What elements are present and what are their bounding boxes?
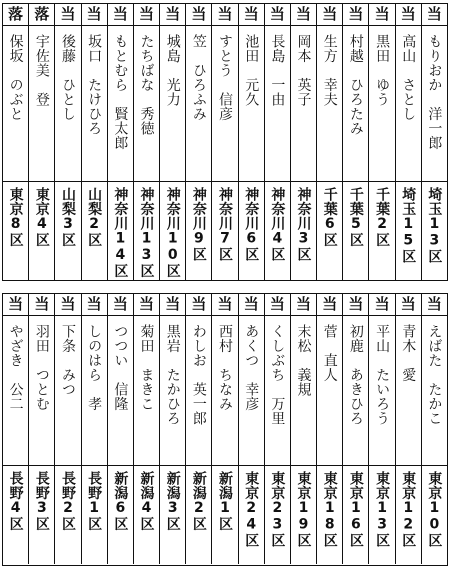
district-cell <box>159 182 185 280</box>
district-cell <box>368 182 394 280</box>
candidate-name: 宇佐美 登 <box>33 34 50 107</box>
name-row <box>3 26 447 182</box>
results-table-top <box>2 3 448 281</box>
result-mark: 当 <box>60 5 76 23</box>
district-label: 新潟6区 <box>112 471 129 531</box>
district-cell <box>264 466 290 564</box>
district-label: 神奈川9区 <box>190 187 207 262</box>
candidate-name-cell <box>28 316 54 465</box>
candidate-name: たちばな 秀徳 <box>138 34 155 136</box>
candidate-name-cell <box>264 26 290 181</box>
result-mark: 当 <box>34 295 50 313</box>
candidate-name: 笠 ひろふみ <box>190 34 207 121</box>
candidate-name-cell <box>107 316 133 465</box>
result-mark-cell <box>159 4 185 25</box>
result-mark-cell <box>264 294 290 315</box>
candidate-name: もとむら 賢太郎 <box>112 34 129 150</box>
result-mark-cell <box>290 294 316 315</box>
candidate-name: 村越 ひろたみ <box>347 34 364 136</box>
district-row <box>3 182 447 280</box>
result-mark: 当 <box>296 295 312 313</box>
candidate-name-cell <box>185 26 211 181</box>
candidate-name: しのはら 孝 <box>86 324 103 411</box>
result-mark-cell <box>316 4 342 25</box>
result-mark-cell <box>395 4 421 25</box>
candidate-name: 西村 ちなみ <box>217 324 234 411</box>
result-mark: 当 <box>112 5 128 23</box>
district-cell <box>133 182 159 280</box>
candidate-name: 後藤 ひとし <box>60 34 76 121</box>
district-label: 埼玉15区 <box>400 187 417 264</box>
candidate-name-cell <box>264 316 290 465</box>
result-mark-cell <box>368 4 394 25</box>
district-label: 新潟1区 <box>217 471 234 531</box>
result-mark-cell <box>107 4 133 25</box>
result-mark: 当 <box>60 295 76 313</box>
result-mark-cell <box>421 4 447 25</box>
result-mark-cell <box>342 4 368 25</box>
district-cell <box>290 466 316 564</box>
district-cell <box>133 466 159 564</box>
candidate-name-cell <box>3 316 28 465</box>
candidate-name: わしお 英一郎 <box>190 324 207 426</box>
district-cell <box>107 466 133 564</box>
result-mark-cell <box>133 294 159 315</box>
result-mark: 落 <box>34 5 50 23</box>
result-mark-cell <box>395 294 421 315</box>
result-mark-cell <box>54 294 80 315</box>
results-table-bottom <box>2 293 448 566</box>
result-mark: 当 <box>400 295 416 313</box>
result-mark: 当 <box>269 295 285 313</box>
result-mark-cell <box>159 294 185 315</box>
result-mark-cell <box>185 294 211 315</box>
candidate-name: 池田 元久 <box>243 34 260 107</box>
result-mark-cell <box>238 4 264 25</box>
result-mark: 当 <box>374 5 390 23</box>
result-mark: 当 <box>348 5 364 23</box>
district-label: 新潟3区 <box>164 471 181 531</box>
district-label: 神奈川4区 <box>269 187 286 262</box>
result-mark: 当 <box>322 295 338 313</box>
district-cell <box>107 182 133 280</box>
result-mark: 当 <box>165 295 181 313</box>
district-label: 東京8区 <box>7 187 24 247</box>
district-cell <box>342 182 368 280</box>
district-cell <box>185 182 211 280</box>
result-mark-cell <box>28 4 54 25</box>
candidate-name-cell <box>28 26 54 181</box>
district-cell <box>3 466 28 564</box>
candidate-name: すとう 信彦 <box>217 34 234 121</box>
result-mark-cell <box>342 294 368 315</box>
district-cell <box>342 466 368 564</box>
district-label: 長野4区 <box>7 471 24 531</box>
candidate-name-cell <box>316 26 342 181</box>
district-label: 東京12区 <box>400 471 417 548</box>
candidate-name-cell <box>159 316 185 465</box>
candidate-name-cell <box>54 26 80 181</box>
result-mark: 当 <box>8 295 24 313</box>
result-mark-cell <box>211 294 237 315</box>
district-cell <box>81 182 107 280</box>
result-mark: 当 <box>139 5 155 23</box>
district-cell <box>185 466 211 564</box>
result-mark: 当 <box>269 5 285 23</box>
candidate-name-cell <box>238 316 264 465</box>
candidate-name: 城島 光力 <box>164 34 181 107</box>
result-mark-cell <box>81 4 107 25</box>
district-label: 新潟2区 <box>190 471 207 531</box>
candidate-name-cell <box>368 316 394 465</box>
result-mark-cell <box>81 294 107 315</box>
candidate-name: 下条 みつ <box>60 324 76 397</box>
result-mark-cell <box>185 4 211 25</box>
result-mark: 当 <box>217 295 233 313</box>
district-label: 千葉6区 <box>321 187 338 247</box>
status-row <box>3 294 447 316</box>
district-label: 東京19区 <box>295 471 312 548</box>
candidate-name: くしぶち 万里 <box>269 324 286 426</box>
district-cell <box>211 182 237 280</box>
result-mark-cell <box>211 4 237 25</box>
candidate-name: 菊田 まきこ <box>138 324 155 411</box>
result-mark-cell <box>316 294 342 315</box>
district-label: 東京24区 <box>243 471 260 548</box>
candidate-name: 生方 幸夫 <box>321 34 338 107</box>
candidate-name: あくつ 幸彦 <box>243 324 260 411</box>
candidate-name-cell <box>290 26 316 181</box>
candidate-name-cell <box>316 316 342 465</box>
candidate-name: 高山 さとし <box>400 34 417 121</box>
district-label: 神奈川10区 <box>164 187 181 278</box>
result-mark: 当 <box>191 295 207 313</box>
result-mark-cell <box>107 294 133 315</box>
result-mark-cell <box>264 4 290 25</box>
district-cell <box>421 466 447 564</box>
candidate-name-cell <box>395 26 421 181</box>
district-label: 新潟4区 <box>138 471 155 531</box>
district-cell <box>316 182 342 280</box>
district-label: 千葉2区 <box>374 187 391 247</box>
district-label: 長野3区 <box>33 471 50 531</box>
district-cell <box>238 182 264 280</box>
district-cell <box>28 466 54 564</box>
result-mark: 落 <box>8 5 24 23</box>
candidate-name: もりおか 洋一郎 <box>426 34 443 150</box>
candidate-name: 菅 直人 <box>321 324 338 382</box>
candidate-name: 初鹿 あきひろ <box>347 324 364 426</box>
candidate-name: 岡本 英子 <box>295 34 312 107</box>
candidate-name-cell <box>54 316 80 465</box>
district-cell <box>159 466 185 564</box>
district-row <box>3 466 447 564</box>
result-mark-cell <box>238 294 264 315</box>
district-label: 山梨3区 <box>60 187 76 247</box>
result-mark: 当 <box>243 295 259 313</box>
result-mark: 当 <box>165 5 181 23</box>
result-mark: 当 <box>296 5 312 23</box>
result-mark: 当 <box>86 5 102 23</box>
result-mark-cell <box>421 294 447 315</box>
candidate-name-cell <box>133 26 159 181</box>
district-label: 東京13区 <box>374 471 391 548</box>
district-label: 千葉5区 <box>347 187 364 247</box>
district-label: 神奈川7区 <box>217 187 234 262</box>
result-mark: 当 <box>322 5 338 23</box>
district-label: 長野2区 <box>60 471 76 531</box>
candidate-name-cell <box>211 26 237 181</box>
district-cell <box>290 182 316 280</box>
district-cell <box>368 466 394 564</box>
result-mark: 当 <box>139 295 155 313</box>
result-mark: 当 <box>400 5 416 23</box>
candidate-name: つつい 信隆 <box>112 324 129 411</box>
candidate-name: 平山 たいろう <box>374 324 391 426</box>
candidate-name: やざき 公二 <box>7 324 24 411</box>
district-cell <box>54 466 80 564</box>
district-cell <box>238 466 264 564</box>
district-label: 埼玉13区 <box>426 187 443 264</box>
candidate-name: 黒岩 たかひろ <box>164 324 181 426</box>
candidate-name: 黒田 ゆう <box>374 34 391 107</box>
candidate-name: 長島 一由 <box>269 34 286 107</box>
district-cell <box>28 182 54 280</box>
result-mark: 当 <box>191 5 207 23</box>
district-cell <box>421 182 447 280</box>
district-label: 神奈川3区 <box>295 187 312 262</box>
candidate-name-cell <box>81 316 107 465</box>
district-label: 神奈川6区 <box>243 187 260 262</box>
result-mark: 当 <box>374 295 390 313</box>
result-mark-cell <box>368 294 394 315</box>
district-cell <box>395 182 421 280</box>
result-mark-cell <box>28 294 54 315</box>
candidate-name-cell <box>342 26 368 181</box>
district-label: 東京18区 <box>321 471 338 548</box>
candidate-name: 保坂 のぶと <box>7 34 24 121</box>
district-label: 東京4区 <box>33 187 50 247</box>
candidate-name-cell <box>290 316 316 465</box>
district-cell <box>54 182 80 280</box>
district-cell <box>395 466 421 564</box>
candidate-name-cell <box>133 316 159 465</box>
candidate-name-cell <box>368 26 394 181</box>
result-mark-cell <box>133 4 159 25</box>
candidate-name-cell <box>238 26 264 181</box>
district-label: 山梨2区 <box>86 187 103 247</box>
result-mark-cell <box>3 4 28 25</box>
district-label: 神奈川14区 <box>112 187 129 278</box>
result-mark: 当 <box>243 5 259 23</box>
result-mark: 当 <box>348 295 364 313</box>
result-mark: 当 <box>426 5 442 23</box>
district-label: 東京23区 <box>269 471 286 548</box>
result-mark-cell <box>290 4 316 25</box>
candidate-name-cell <box>185 316 211 465</box>
district-cell <box>264 182 290 280</box>
district-cell <box>211 466 237 564</box>
district-cell <box>316 466 342 564</box>
candidate-name: 坂口 たけひろ <box>86 34 103 136</box>
district-label: 神奈川13区 <box>138 187 155 278</box>
candidate-name-cell <box>421 316 447 465</box>
candidate-name: 末松 義規 <box>295 324 312 397</box>
status-row <box>3 4 447 26</box>
candidate-name-cell <box>211 316 237 465</box>
candidate-name-cell <box>3 26 28 181</box>
candidate-name-cell <box>421 26 447 181</box>
candidate-name-cell <box>342 316 368 465</box>
result-mark-cell <box>54 4 80 25</box>
district-cell <box>81 466 107 564</box>
result-mark: 当 <box>112 295 128 313</box>
candidate-name-cell <box>107 26 133 181</box>
result-mark: 当 <box>217 5 233 23</box>
candidate-name: 羽田 つとむ <box>33 324 50 411</box>
candidate-name-cell <box>395 316 421 465</box>
result-mark: 当 <box>86 295 102 313</box>
name-row <box>3 316 447 466</box>
candidate-name: 青木 愛 <box>400 324 417 382</box>
candidate-name-cell <box>159 26 185 181</box>
candidate-name-cell <box>81 26 107 181</box>
result-mark: 当 <box>426 295 442 313</box>
district-cell <box>3 182 28 280</box>
district-label: 東京16区 <box>347 471 364 548</box>
district-label: 長野1区 <box>86 471 103 531</box>
result-mark-cell <box>3 294 28 315</box>
candidate-name: えばた たかこ <box>426 324 443 426</box>
district-label: 東京10区 <box>426 471 443 548</box>
